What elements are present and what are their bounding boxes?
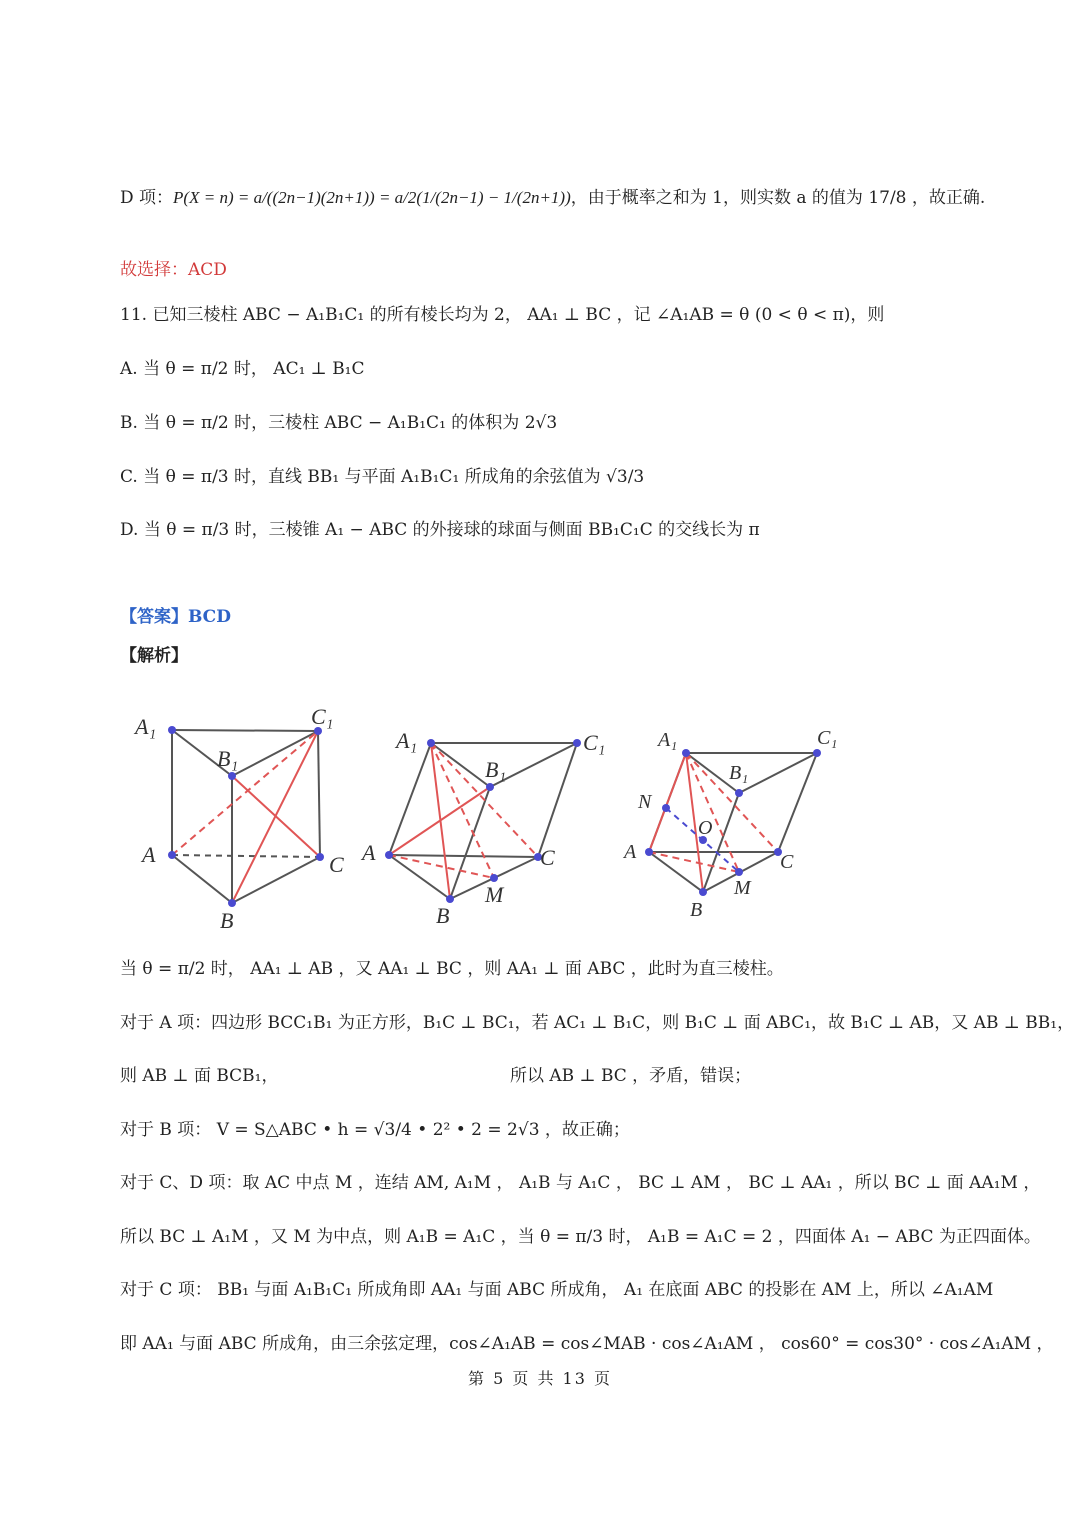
- q11-option-a: A. 当 θ = π/2 时， AC₁ ⊥ B₁C: [120, 359, 365, 379]
- fig3-point-n: [662, 804, 670, 812]
- fig1-label-c1: C₁: [311, 704, 334, 729]
- fig1-label-c: C: [329, 852, 344, 877]
- fig1-point-b: [228, 899, 236, 907]
- answer-label: 【答案】: [120, 607, 188, 627]
- fig3-label-n: N: [638, 791, 652, 813]
- solution-line-1: 当 θ = π/2 时， AA₁ ⊥ AB ，又 AA₁ ⊥ BC ，则 AA₁ ⊥ 面 ABC ，此时为直三棱柱。: [120, 959, 784, 979]
- fig2-point-c1: [573, 739, 581, 747]
- fig2-label-a: A: [362, 840, 376, 865]
- solution-line-5: 对于 C、D 项：取 AC 中点 M ，连结 AM, A₁M ， A₁B 与 A₁C ， BC ⊥ AM ， BC ⊥ AA₁ ，所以 BC ⊥ 面 AA₁M ，: [120, 1173, 1041, 1193]
- fig2-label-c1: C₁: [583, 730, 606, 755]
- fig2-label-b: B: [436, 903, 450, 928]
- fig1-point-a: [168, 851, 176, 859]
- fig2-point-b: [446, 895, 454, 903]
- solution-line-3b: 所以 AB ⊥ BC ，矛盾，错误；: [510, 1066, 752, 1086]
- figure-1: [172, 730, 320, 903]
- fig3-point-b1: [735, 789, 743, 797]
- fig3-point-b: [699, 888, 707, 896]
- fig1-point-a1: [168, 726, 176, 734]
- fig3-label-b: B: [690, 899, 703, 921]
- solution-line-6: 所以 BC ⊥ A₁M ，又 M 为中点，则 A₁B = A₁C ，当 θ = π/3 时， A₁B = A₁C = 2 ，四面体 A₁ − ABC 为正四面体。: [120, 1227, 1041, 1247]
- fig2-label-b1: B₁: [485, 757, 507, 782]
- q11-option-c: C. 当 θ = π/3 时，直线 BB₁ 与平面 A₁B₁C₁ 所成角的余弦值为 √3/3: [120, 467, 645, 487]
- d-item-formula: P(X = n) = a/((2n−1)(2n+1)) = a/2(1/(2n−1) − 1/(2n+1)): [173, 188, 571, 207]
- fig2-point-m: [490, 874, 498, 882]
- fig3-label-o: O: [698, 817, 713, 839]
- solution-line-7: 对于 C 项： BB₁ 与面 A₁B₁C₁ 所成角即 AA₁ 与面 ABC 所成角， A₁ 在底面 ABC 的投影在 AM 上，所以 ∠A₁AM: [120, 1280, 994, 1300]
- fig1-label-a1: A₁: [135, 714, 157, 739]
- fig3-label-a1: A₁: [658, 729, 678, 751]
- solution-line-3: [120, 1064, 960, 1088]
- figures: [0, 700, 1080, 950]
- analysis-label: 【解析】: [120, 646, 188, 666]
- fig1-label-b: B: [220, 908, 234, 933]
- fig3-point-m: [735, 868, 743, 876]
- page-footer: 第 5 页 共 13 页: [468, 1369, 612, 1388]
- fig2-label-c: C: [540, 845, 555, 870]
- q11-stem: 11. 已知三棱柱 ABC − A₁B₁C₁ 的所有棱长均为 2， AA₁ ⊥ BC ，记 ∠A₁AB = θ (0 < θ < π)，则: [120, 305, 885, 325]
- fig1-point-c: [316, 853, 324, 861]
- choice-text: 故选择：ACD: [120, 260, 227, 280]
- solution-line-8: 即 AA₁ 与面 ABC 所成角，由三余弦定理，cos∠A₁AB = cos∠MAB · cos∠A₁AM ， cos60° = cos30° · cos∠A₁AM ，: [120, 1334, 1054, 1354]
- fig2-label-m: M: [485, 882, 504, 907]
- fig3-point-a: [645, 848, 653, 856]
- fig2-point-b1: [486, 783, 494, 791]
- solution-line-2: 对于 A 项：四边形 BCC₁B₁ 为正方形，B₁C ⊥ BC₁，若 AC₁ ⊥ B₁C，则 B₁C ⊥ 面 ABC₁，故 B₁C ⊥ AB，又 AB ⊥ BB₁，: [120, 1013, 1075, 1033]
- fig1-label-b1: B₁: [217, 746, 239, 771]
- figure-2: [389, 743, 577, 899]
- fig2-label-a1: A₁: [396, 728, 418, 753]
- q11-option-d: D. 当 θ = π/3 时，三棱锥 A₁ − ABC 的外接球的球面与侧面 BB₁C₁C 的交线长为 π: [120, 520, 760, 540]
- fig3-label-c1: C₁: [817, 727, 838, 749]
- answer-line: [120, 605, 960, 629]
- fig2-point-a1: [427, 739, 435, 747]
- fig3-label-a: A: [624, 841, 637, 863]
- answer-value: BCD: [188, 607, 231, 627]
- solution-line-4: 对于 B 项： V = S△ABC • h = √3/4 • 2² • 2 = 2√3 ，故正确；: [120, 1120, 630, 1140]
- d-item-text: ，由于概率之和为 1，则实数 a 的值为 17/8 ，故正确.: [570, 188, 986, 208]
- fig3-point-a1: [682, 749, 690, 757]
- fig3-label-b1: B₁: [729, 762, 749, 784]
- d-item-line: [120, 186, 986, 210]
- fig3-label-c: C: [780, 851, 794, 873]
- solution-line-3a: 则 AB ⊥ 面 BCB₁，: [120, 1066, 279, 1086]
- choice-line: [120, 258, 960, 282]
- fig3-label-m: M: [734, 877, 751, 899]
- fig1-label-a: A: [142, 842, 156, 867]
- fig3-point-c1: [813, 749, 821, 757]
- fig2-point-a: [385, 851, 393, 859]
- fig1-point-b1: [228, 772, 236, 780]
- q11-option-b: B. 当 θ = π/2 时，三棱柱 ABC − A₁B₁C₁ 的体积为 2√3: [120, 413, 558, 433]
- d-item-label: D 项：: [120, 188, 174, 208]
